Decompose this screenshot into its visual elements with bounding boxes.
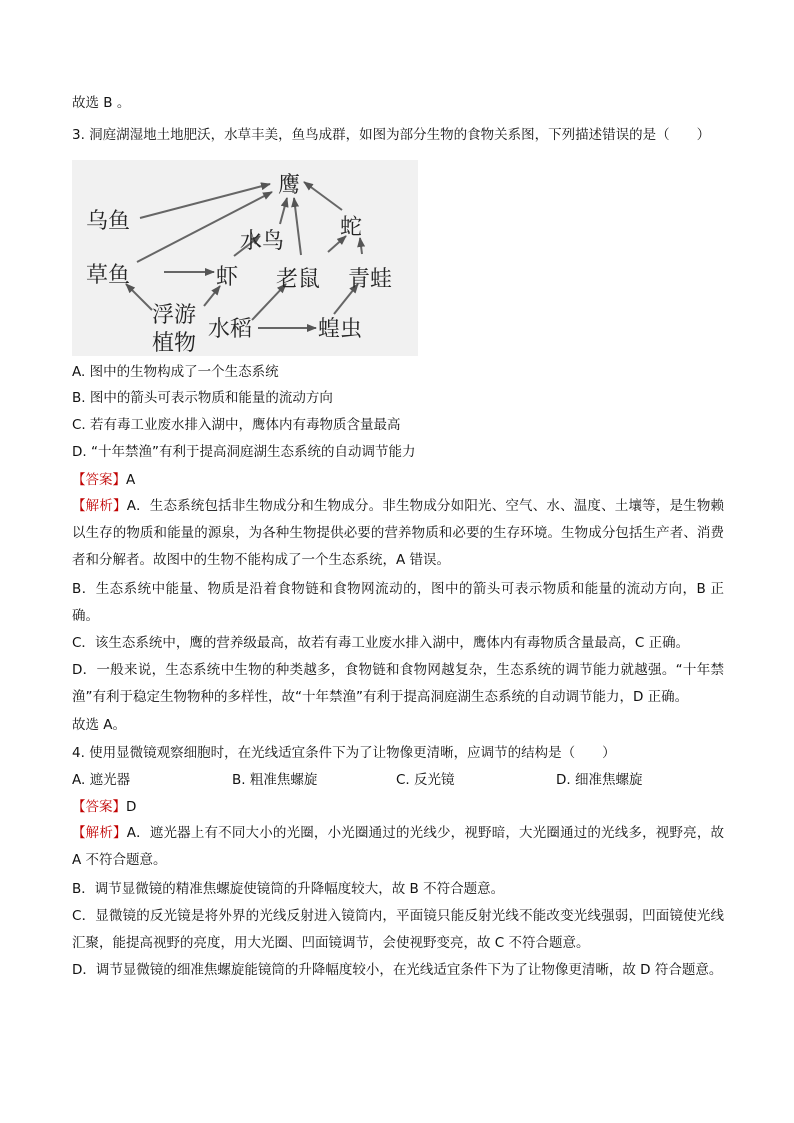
- node-eagle: 鹰: [278, 173, 301, 198]
- q3-option-d: D. “十年禁渔”有利于提高洞庭湖生态系统的自动调节能力: [72, 444, 416, 460]
- q3-analysis-a-block: [72, 493, 724, 574]
- node-waterbird: 水鸟: [240, 229, 285, 254]
- q4-answer: D: [126, 799, 137, 815]
- q3-answer-tag: 【答案】: [72, 472, 126, 488]
- q4-analysis-c: C．显微镜的反光镜是将外界的光线反射进入镜筒内，平面镜只能反射光线不能改变光线强弱，凹面镜使光线汇聚，能提高视野的亮度，用大光圈、凹面镜调节，会使视野变亮，故 C 不符合题意。: [72, 908, 724, 951]
- food-web-figure: [72, 160, 418, 356]
- node-rice: 水稻: [208, 317, 253, 342]
- node-frog: 青蛙: [348, 267, 393, 292]
- q3-option-c: C. 若有毒工业废水排入湖中，鹰体内有毒物质含量最高: [72, 417, 401, 433]
- q4-option-b: B. 粗准焦螺旋: [232, 772, 318, 788]
- q3-option-b: B. 图中的箭头可表示物质和能量的流动方向: [72, 390, 333, 406]
- arrow-mouse-eagle: [294, 198, 301, 255]
- node-mouse: 老鼠: [276, 267, 321, 292]
- q4-analysis-b: B．调节显微镜的精准焦螺旋使镜筒的升降幅度较大，故 B 不符合题意。: [72, 881, 505, 897]
- food-web-diagram: [72, 160, 418, 356]
- arrow-waterbird-eagle: [280, 198, 287, 224]
- q4-option-a: A. 遮光器: [72, 772, 131, 788]
- q3-analysis-tag: 【解析】: [72, 498, 127, 514]
- q4-analysis-d: D．调节显微镜的细准焦螺旋能镜筒的升降幅度较小，在光线适宜条件下为了让物像更清晰，故 D 符合题意。: [72, 962, 723, 978]
- q4-analysis-tag: 【解析】: [72, 825, 127, 841]
- node-plankton-line2: 植物: [152, 331, 197, 356]
- arrow-carp-eagle: [140, 184, 270, 218]
- node-plankton-line1: 浮游: [152, 303, 197, 328]
- q3-analysis-c: C．该生态系统中，鹰的营养级最高，故若有毒工业废水排入湖中，鹰体内有毒物质含量最高，C 正确。: [72, 635, 690, 651]
- q3-analysis-d: D．一般来说，生态系统中生物的种类越多，食物链和食物网越复杂，生态系统的调节能力就越强。“十年禁渔”有利于稳定生物物种的多样性，故“十年禁渔”有利于提高洞庭湖生态系统的自动调节能力，D 正确。: [72, 662, 724, 705]
- q3-analysis-b: B．生态系统中能量、物质是沿着食物链和食物网流动的，图中的箭头可表示物质和能量的流动方向，B 正确。: [72, 581, 724, 624]
- node-carp: 乌鱼: [86, 209, 131, 234]
- arrow-snake-eagle: [304, 182, 342, 210]
- question-4-stem: 4. 使用显微镜观察细胞时，在光线适宜条件下为了让物像更清晰，应调节的结构是（ ）: [72, 745, 616, 761]
- q3-conclusion: 故选 A。: [72, 717, 127, 733]
- q4-answer-line: [72, 797, 136, 817]
- node-locust: 蝗虫: [318, 317, 363, 342]
- q4-option-c: C. 反光镜: [396, 772, 455, 788]
- arrow-frog-snake: [360, 238, 362, 254]
- previous-conclusion: 故选 B 。: [72, 95, 131, 111]
- q4-analysis-a: A．遮光器上有不同大小的光圈，小光圈通过的光线少，视野暗，大光圈通过的光线多，视野亮，故 A 不符合题意。: [72, 825, 725, 868]
- q4-option-d: D. 细准焦螺旋: [556, 772, 643, 788]
- q4-analysis-a-block: [72, 820, 724, 874]
- node-snake: 蛇: [340, 215, 363, 240]
- q3-option-a: A. 图中的生物构成了一个生态系统: [72, 364, 279, 380]
- q3-answer: A: [126, 472, 136, 488]
- q3-analysis-a: A．生态系统包括非生物成分和生物成分。非生物成分如阳光、空气、水、温度、土壤等，是生物赖以生存的物质和能量的源泉，为各种生物提供必要的营养物质和必要的生存环境。生物成分包括生产者、消费者和分解者。故图中的生物不能构成了一个生态系统，A 错误。: [72, 498, 725, 568]
- node-shrimp: 虾: [216, 265, 239, 290]
- node-grasscarp: 草鱼: [86, 263, 131, 288]
- q3-answer-line: [72, 470, 135, 490]
- q4-answer-tag: 【答案】: [72, 799, 126, 815]
- question-3-stem: 3. 洞庭湖湿地土地肥沃，水草丰美，鱼鸟成群，如图为部分生物的食物关系图，下列描述错误的是（ ）: [72, 127, 711, 143]
